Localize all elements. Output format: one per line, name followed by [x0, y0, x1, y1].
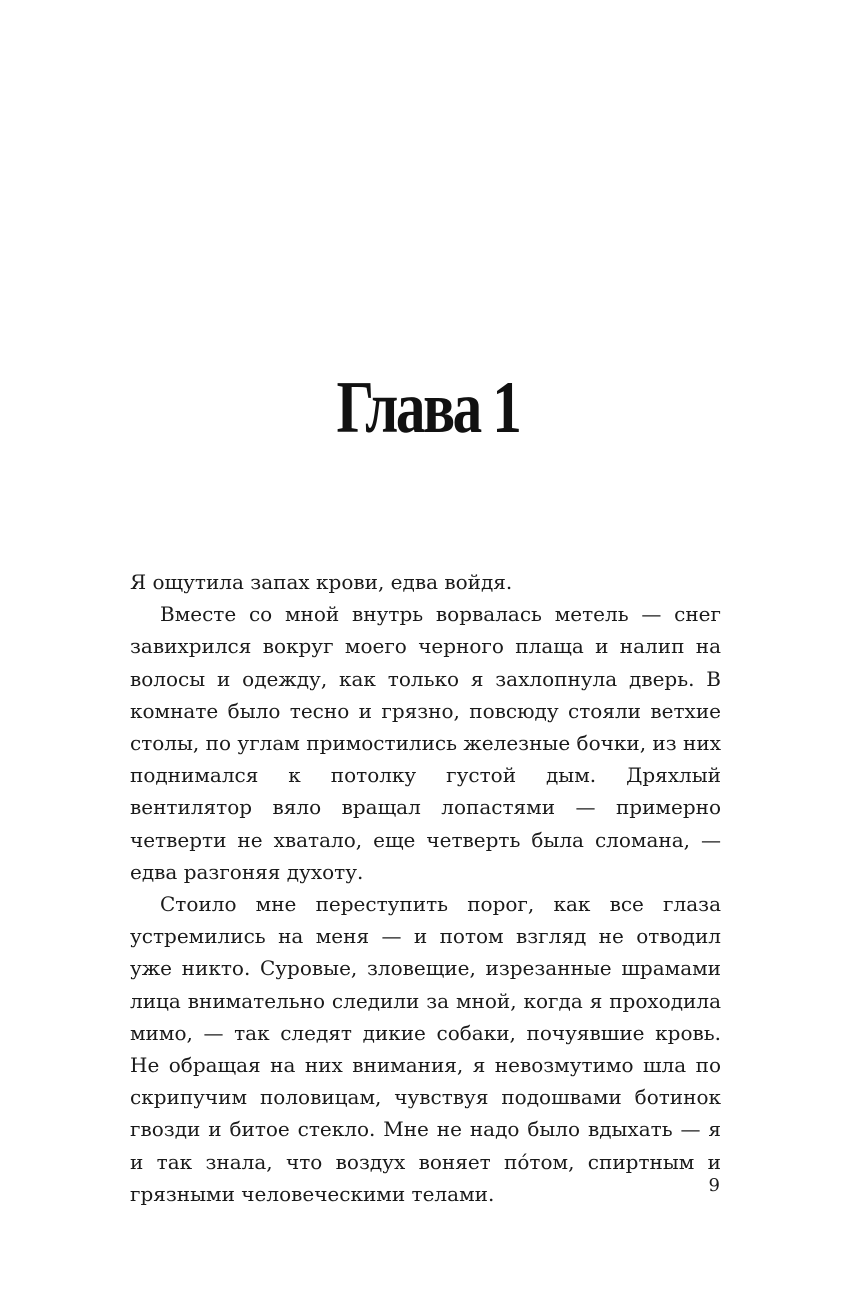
paragraph-3: Стоило мне переступить порог, как все глаза устремились на меня — и потом взгляд не отводил уже никто. Суровые, зловещие, изрезанные шрамами лица внимательно следили за мной, когда я проходила мимо, — так следят дикие собаки, почуявшие кровь. Не обращая на них внимания, я невозмутимо шла по скрипучим половицам, чувствуя подошвами ботинок гвозди и битое стекло. Мне не надо было вдыхать — я и так знала, что воздух воняет по́том, спиртным и грязными человеческими телами.	[130, 892, 721, 1206]
paragraph-1: Я ощутила запах крови, едва войдя.	[130, 570, 513, 594]
chapter-title: Глава 1	[336, 367, 520, 449]
page-number: 9	[708, 1175, 720, 1196]
body-text	[130, 566, 721, 1210]
paragraph-2: Вместе со мной внутрь ворвалась метель — снег завихрился вокруг моего черного плаща и налип на волосы и одежду, как только я захлопнула дверь. В комнате было тесно и грязно, повсюду стояли ветхие столы, по углам примостились железные бочки, из них поднимался к потолку густой дым. Дряхлый вентилятор вяло вращал лопастями — примерно четверти не хватало, еще четверть была сломана, — едва разгоняя духоту.	[130, 602, 721, 884]
